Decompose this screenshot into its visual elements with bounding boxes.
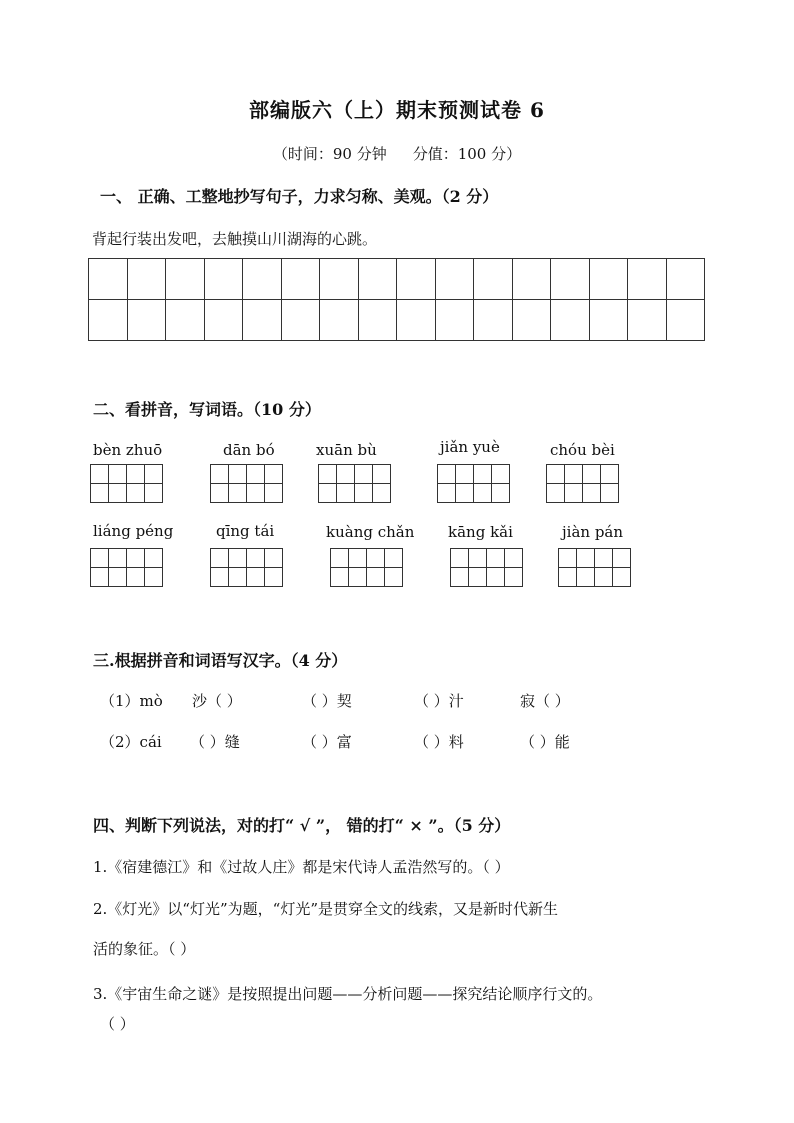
grid-cell[interactable]: [204, 300, 243, 341]
box-cell[interactable]: [355, 484, 373, 503]
box-cell[interactable]: [559, 549, 577, 568]
box-cell[interactable]: [127, 465, 145, 484]
box-cell[interactable]: [247, 568, 265, 587]
box-cell[interactable]: [469, 549, 487, 568]
section-4-heading: 四、判断下列说法，对的打“ √ ”， 错的打“ × ”。（5 分）: [93, 816, 511, 835]
box-cell[interactable]: [438, 465, 456, 484]
fill-item[interactable]: （ ）汁: [414, 692, 464, 710]
grid-cell[interactable]: [551, 300, 590, 341]
box-cell[interactable]: [451, 549, 469, 568]
box-cell[interactable]: [487, 568, 505, 587]
box-cell[interactable]: [331, 568, 349, 587]
pinyin-label: kuàng chǎn: [326, 523, 415, 541]
box-cell[interactable]: [211, 568, 229, 587]
grid-cell[interactable]: [512, 300, 551, 341]
box-cell[interactable]: [492, 484, 510, 503]
word-box[interactable]: [437, 464, 510, 503]
section-3-heading: 三.根据拼音和词语写汉字。（4 分）: [93, 651, 348, 670]
word-box[interactable]: [210, 548, 283, 587]
box-cell[interactable]: [373, 465, 391, 484]
box-cell[interactable]: [577, 549, 595, 568]
box-cell[interactable]: [349, 549, 367, 568]
box-cell[interactable]: [547, 484, 565, 503]
box-cell[interactable]: [349, 568, 367, 587]
box-cell[interactable]: [211, 484, 229, 503]
grid-cell[interactable]: [512, 259, 551, 300]
box-cell[interactable]: [547, 465, 565, 484]
pinyin-label: jiǎn yuè: [440, 438, 500, 456]
word-box[interactable]: [210, 464, 283, 503]
box-cell[interactable]: [559, 568, 577, 587]
box-cell[interactable]: [367, 568, 385, 587]
question-2-line-1: 2.《灯光》以“灯光”为题，“灯光”是贯穿全文的线索，又是新时代新生: [93, 900, 558, 918]
box-cell[interactable]: [373, 484, 391, 503]
box-cell[interactable]: [456, 484, 474, 503]
word-box[interactable]: [450, 548, 523, 587]
box-cell[interactable]: [474, 484, 492, 503]
grid-cell[interactable]: [127, 300, 166, 341]
question-2-line-2: 活的象征。（ ）: [93, 940, 196, 958]
pinyin-label: qīng tái: [216, 522, 275, 540]
box-cell[interactable]: [247, 484, 265, 503]
box-cell[interactable]: [145, 484, 163, 503]
grid-cell[interactable]: [358, 300, 397, 341]
grid-cell[interactable]: [281, 300, 320, 341]
box-cell[interactable]: [145, 465, 163, 484]
box-cell[interactable]: [355, 465, 373, 484]
word-box[interactable]: [318, 464, 391, 503]
grid-cell[interactable]: [474, 259, 513, 300]
fill-item[interactable]: 寂（ ）: [520, 692, 570, 710]
copy-writing-grid[interactable]: [88, 258, 705, 341]
box-cell[interactable]: [109, 568, 127, 587]
box-cell[interactable]: [505, 568, 523, 587]
box-cell[interactable]: [505, 549, 523, 568]
fill-item[interactable]: （ ）能: [520, 733, 570, 751]
grid-cell[interactable]: [243, 259, 282, 300]
fill-item[interactable]: （ ）富: [302, 733, 352, 751]
box-cell[interactable]: [91, 465, 109, 484]
box-cell[interactable]: [211, 465, 229, 484]
box-cell[interactable]: [613, 568, 631, 587]
grid-row-2: [89, 300, 705, 341]
pinyin-label: kāng kǎi: [448, 523, 513, 541]
box-cell[interactable]: [127, 568, 145, 587]
page-title: 部编版六（上）期末预测试卷 6: [249, 98, 545, 122]
box-cell[interactable]: [456, 465, 474, 484]
box-cell[interactable]: [492, 465, 510, 484]
box-cell[interactable]: [438, 484, 456, 503]
box-cell[interactable]: [613, 549, 631, 568]
grid-cell[interactable]: [628, 259, 667, 300]
grid-cell[interactable]: [358, 259, 397, 300]
pinyin-label: bèn zhuō: [93, 441, 163, 459]
grid-cell[interactable]: [204, 259, 243, 300]
box-cell[interactable]: [127, 484, 145, 503]
box-cell[interactable]: [565, 465, 583, 484]
box-cell[interactable]: [91, 568, 109, 587]
box-cell[interactable]: [91, 484, 109, 503]
box-cell[interactable]: [127, 549, 145, 568]
box-cell[interactable]: [337, 465, 355, 484]
box-cell[interactable]: [265, 549, 283, 568]
box-cell[interactable]: [229, 549, 247, 568]
box-cell[interactable]: [385, 549, 403, 568]
row-label: （2）cái: [100, 733, 162, 751]
section-2-heading: 二、看拼音，写词语。（10 分）: [93, 400, 321, 419]
box-cell[interactable]: [451, 568, 469, 587]
section-1-heading: 一、 正确、工整地抄写句子，力求匀称、美观。（2 分）: [100, 187, 499, 206]
fill-item[interactable]: （ ）缝: [190, 733, 240, 751]
grid-cell[interactable]: [589, 300, 628, 341]
box-cell[interactable]: [91, 549, 109, 568]
row-label: （1）mò: [100, 692, 163, 710]
box-cell[interactable]: [331, 549, 349, 568]
box-cell[interactable]: [247, 549, 265, 568]
box-cell[interactable]: [577, 568, 595, 587]
grid-cell[interactable]: [397, 300, 436, 341]
grid-cell[interactable]: [628, 300, 667, 341]
box-cell[interactable]: [229, 465, 247, 484]
fill-item[interactable]: （ ）契: [302, 692, 352, 710]
word-box[interactable]: [90, 548, 163, 587]
box-cell[interactable]: [319, 484, 337, 503]
grid-cell[interactable]: [166, 300, 205, 341]
grid-cell[interactable]: [474, 300, 513, 341]
grid-cell[interactable]: [127, 259, 166, 300]
grid-cell[interactable]: [89, 300, 128, 341]
box-cell[interactable]: [109, 484, 127, 503]
fill-item[interactable]: （ ）料: [414, 733, 464, 751]
box-cell[interactable]: [247, 465, 265, 484]
grid-cell[interactable]: [166, 259, 205, 300]
pinyin-label: jiàn pán: [562, 523, 624, 541]
box-cell[interactable]: [145, 549, 163, 568]
time-limit: （时间：90 分钟: [272, 145, 387, 163]
pinyin-label: liáng péng: [93, 522, 174, 540]
box-cell[interactable]: [367, 549, 385, 568]
word-box[interactable]: [90, 464, 163, 503]
box-cell[interactable]: [265, 484, 283, 503]
fill-item[interactable]: 沙（ ）: [192, 692, 242, 710]
box-cell[interactable]: [565, 484, 583, 503]
box-cell[interactable]: [474, 465, 492, 484]
grid-cell[interactable]: [320, 259, 359, 300]
grid-cell[interactable]: [666, 259, 705, 300]
question-1: 1.《宿建德江》和《过故人庄》都是宋代诗人孟浩然写的。（ ）: [93, 858, 510, 876]
grid-cell[interactable]: [89, 259, 128, 300]
box-cell[interactable]: [337, 484, 355, 503]
box-cell[interactable]: [109, 465, 127, 484]
box-cell[interactable]: [265, 568, 283, 587]
box-cell[interactable]: [595, 568, 613, 587]
grid-cell[interactable]: [281, 259, 320, 300]
box-cell[interactable]: [211, 549, 229, 568]
box-cell[interactable]: [583, 484, 601, 503]
box-cell[interactable]: [601, 465, 619, 484]
grid-cell[interactable]: [320, 300, 359, 341]
grid-row-1: [89, 259, 705, 300]
pinyin-label: chóu bèi: [550, 441, 615, 459]
question-3-line-2: （ ）: [100, 1015, 135, 1033]
grid-cell[interactable]: [435, 259, 474, 300]
word-box[interactable]: [546, 464, 619, 503]
pinyin-label: dān bó: [223, 441, 275, 459]
box-cell[interactable]: [109, 549, 127, 568]
box-cell[interactable]: [487, 549, 505, 568]
box-cell[interactable]: [229, 484, 247, 503]
box-cell[interactable]: [601, 484, 619, 503]
grid-cell[interactable]: [243, 300, 282, 341]
grid-cell[interactable]: [589, 259, 628, 300]
box-cell[interactable]: [385, 568, 403, 587]
exam-info: [0, 143, 794, 164]
copy-sentence: 背起行装出发吧，去触摸山川湖海的心跳。: [92, 230, 378, 248]
box-cell[interactable]: [595, 549, 613, 568]
grid-cell[interactable]: [435, 300, 474, 341]
question-3-line-1: 3.《宇宙生命之谜》是按照提出问题——分析问题——探究结论顺序行文的。: [93, 985, 603, 1003]
box-cell[interactable]: [583, 465, 601, 484]
box-cell[interactable]: [145, 568, 163, 587]
box-cell[interactable]: [469, 568, 487, 587]
word-box[interactable]: [330, 548, 403, 587]
box-cell[interactable]: [229, 568, 247, 587]
total-score: 分值：100 分）: [412, 145, 522, 163]
box-cell[interactable]: [319, 465, 337, 484]
word-box[interactable]: [558, 548, 631, 587]
box-cell[interactable]: [265, 465, 283, 484]
grid-cell[interactable]: [551, 259, 590, 300]
grid-cell[interactable]: [666, 300, 705, 341]
grid-cell[interactable]: [397, 259, 436, 300]
pinyin-label: xuān bù: [316, 441, 377, 459]
